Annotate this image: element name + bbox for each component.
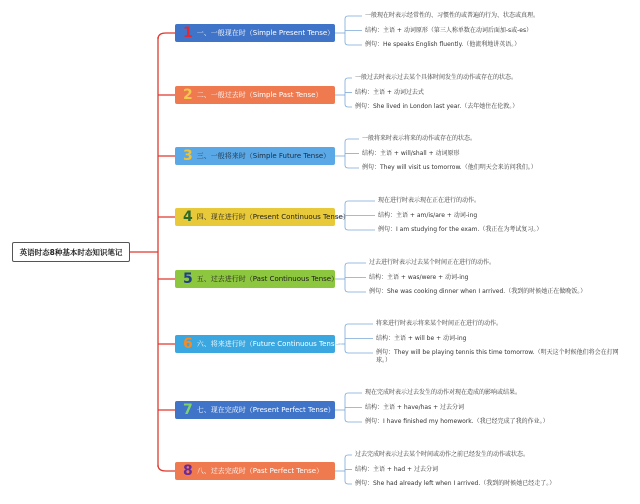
tense-label: 三、一般将来时（Simple Future Tense） <box>196 151 331 160</box>
tense-node <box>175 335 346 353</box>
tense-detail: 例句：She lived in London last year.（去年她住在伦敦。） <box>355 103 519 110</box>
tense-number: 6 <box>183 336 193 352</box>
tense-number: 4 <box>183 209 193 225</box>
tense-detail: 现在完成时表示过去发生的动作对现在造成的影响或结果。 <box>365 389 522 396</box>
tense-number: 1 <box>183 25 193 41</box>
root-topic: 英语时态8种基本时态知识笔记 <box>12 242 130 262</box>
tense-number: 2 <box>183 87 193 103</box>
tense-label: 八、过去完成时（Past Perfect Tense） <box>196 466 324 475</box>
tense-detail: 结构：主语 + was/were + 动词-ing <box>369 273 469 281</box>
connector-detail <box>345 201 375 204</box>
tense-detail: 结构：主语 + 动词过去式 <box>355 88 424 96</box>
tense-detail: 例句：She was cooking dinner when I arrived.（我到的时候她正在做晚饭。） <box>369 288 587 295</box>
tense-node <box>175 147 335 165</box>
tense-number: 5 <box>183 271 193 287</box>
connector-detail <box>345 289 366 292</box>
tense-node <box>175 208 350 226</box>
tense-number: 8 <box>183 463 193 479</box>
connector-detail <box>345 104 352 107</box>
connector-branch <box>158 465 175 471</box>
connector-detail <box>345 455 352 458</box>
connector-detail <box>345 324 373 327</box>
tense-detail: 结构：主语 + have/has + 过去分词 <box>365 403 465 411</box>
tense-detail: 一般现在时表示经常性的、习惯性的或普遍的行为、状态或真理。 <box>365 12 540 19</box>
tense-detail: 过去完成时表示过去某个时间或动作之前已经发生的动作或状态。 <box>355 451 530 458</box>
tense-label: 五、过去进行时（Past Continuous Tense） <box>196 274 339 283</box>
connector-detail <box>345 227 375 230</box>
tense-detail: 例句：I am studying for the exam.（我正在为考试复习。） <box>378 226 543 233</box>
tense-node <box>175 86 335 104</box>
tense-label: 二、一般过去时（Simple Past Tense） <box>196 90 323 99</box>
connector-detail <box>345 16 362 19</box>
tense-label: 六、将来进行时（Future Continuous Tense） <box>196 339 346 348</box>
tense-detail: 例句：They will be playing tennis this time tomorrow.（明天这个时候他们将会在打网球。） <box>376 349 619 364</box>
tense-detail: 结构：主语 + am/is/are + 动词-ing <box>378 211 478 219</box>
tense-label: 一、一般现在时（Simple Present Tense） <box>196 28 335 37</box>
tense-detail: 结构：主语 + had + 过去分词 <box>355 465 438 473</box>
tense-detail: 结构：主语 + will/shall + 动词原形 <box>362 149 460 157</box>
tense-detail: 结构：主语 + 动词原形（第三人称单数在动词后面加-s或-es） <box>365 26 533 34</box>
tense-detail: 例句：They will visit us tomorrow.（他们明天会来访问我们。） <box>362 164 537 171</box>
tense-detail: 过去进行时表示过去某个时间正在进行的动作。 <box>369 259 496 266</box>
tense-detail: 例句：He speaks English fluently.（他流利地讲英语。） <box>365 41 521 48</box>
tense-detail: 将来进行时表示将来某个时间正在进行的动作。 <box>376 320 503 327</box>
connector-detail <box>345 42 362 45</box>
connector-detail <box>345 139 359 142</box>
connector-detail <box>345 165 359 168</box>
connector-branch <box>158 33 175 39</box>
tense-detail: 结构：主语 + will be + 动词-ing <box>376 334 467 342</box>
connector-detail <box>345 350 373 353</box>
tense-detail: 现在进行时表示现在正在进行的动作。 <box>378 197 481 204</box>
tense-node <box>175 270 339 288</box>
connector-detail <box>345 78 352 81</box>
tense-detail: 例句：I have finished my homework.（我已经完成了我的作业。） <box>365 418 549 425</box>
tense-detail: 一般将来时表示将来的动作或存在的状态。 <box>362 135 477 142</box>
tense-node <box>175 24 335 42</box>
tense-number: 3 <box>183 148 193 164</box>
connector-detail <box>345 393 362 396</box>
tense-node <box>175 462 335 480</box>
tense-detail: 例句：She had already left when I arrived.（我到的时候她已经走了。） <box>355 480 556 487</box>
tense-node <box>175 401 335 419</box>
tense-label: 四、现在进行时（Present Continuous Tense） <box>196 212 350 221</box>
tense-detail: 一般过去时表示过去某个具体时间发生的动作或存在的状态。 <box>355 74 518 81</box>
connector-detail <box>345 263 366 266</box>
connector-detail <box>345 419 362 422</box>
tense-label: 七、现在完成时（Present Perfect Tense） <box>196 405 335 414</box>
connector-detail <box>345 481 352 484</box>
tense-number: 7 <box>183 402 193 418</box>
